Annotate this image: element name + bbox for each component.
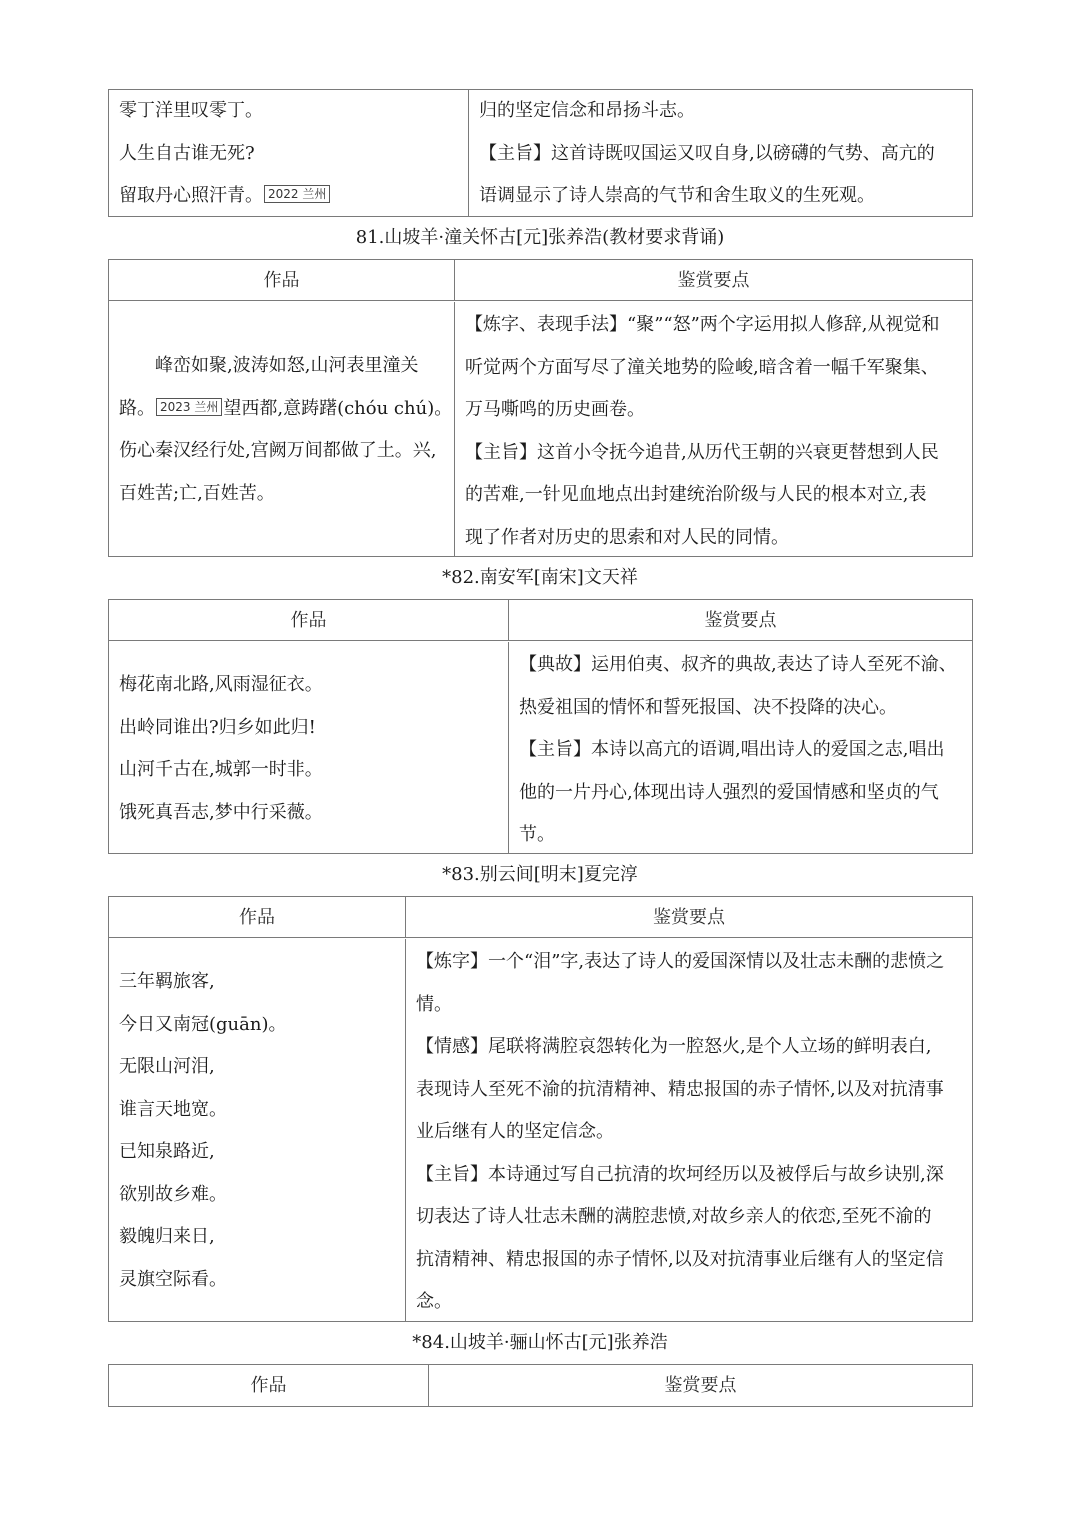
notes-cell [469, 90, 972, 216]
poem-line: 人生自古谁无死? [119, 142, 255, 164]
poem-line: 零丁洋里叹零丁。 [119, 100, 263, 121]
poem-line: 山河千古在,城郭一时非。 [119, 759, 323, 780]
notes-line: 【主旨】这首小令抚今追昔,从历代王朝的兴衰更替想到人民 [465, 441, 939, 463]
table-81 [108, 259, 973, 557]
table-83 [108, 896, 973, 1322]
poem-line: 留取丹心照汗青。 2022 兰州 [119, 175, 458, 216]
table-82 [108, 599, 973, 854]
notes-line: 【主旨】本诗以高亢的语调,唱出诗人的爱国之志,唱出 [519, 739, 945, 760]
poem-line: 出岭同谁出?归乡如此归! [119, 716, 316, 738]
exam-stamp: 2022 兰州 [264, 185, 330, 203]
poem-cell [109, 302, 455, 556]
notes-cell [406, 939, 972, 1321]
notes-cell [455, 302, 972, 556]
header-work: 作品 [109, 260, 455, 301]
header-work: 作品 [109, 897, 406, 938]
poem-line: 无限山河泪, [119, 1056, 215, 1077]
header-notes: 鉴赏要点 [406, 897, 972, 938]
section-caption-81: 81.山坡羊·潼关怀古[元]张养浩(教材要求背诵) [355, 227, 725, 248]
notes-line: 热爱祖国的情怀和誓死报国、决不投降的决心。 [519, 696, 897, 718]
poem-line: 欲别故乡难。 [119, 1183, 227, 1205]
notes-line: 【炼字、表现手法】“聚”“怒”两个字运用拟人修辞,从视觉和 [465, 314, 940, 335]
notes-line: 【典故】运用伯夷、叔齐的典故,表达了诗人至死不渝、 [519, 654, 957, 675]
poem-line: 路。 2023 兰州 望西都,意踌躇(chóu chú)。 [119, 397, 453, 419]
table-continuation [108, 89, 973, 217]
poem-cell [109, 642, 509, 853]
section-caption-83: *83.别云间[明末]夏完淳 [442, 864, 638, 885]
poem-line: 峰峦如聚,波涛如怒,山河表里潼关 [155, 355, 419, 376]
header-notes: 鉴赏要点 [509, 600, 972, 641]
poem-cell [109, 90, 469, 216]
notes-line: 现了作者对历史的思索和对人民的同情。 [465, 526, 789, 548]
header-notes: 鉴赏要点 [455, 260, 972, 301]
poem-line: 三年羁旅客, [119, 971, 215, 992]
notes-line: 切表达了诗人壮志未酬的满腔悲愤,对故乡亲人的依恋,至死不渝的 [416, 1206, 932, 1227]
notes-line: 【情感】尾联将满腔哀怨转化为一腔怒火,是个人立场的鲜明表白, [416, 1036, 932, 1057]
section-caption-84: *84.山坡羊·骊山怀古[元]张养浩 [412, 1332, 668, 1353]
poem-line: 梅花南北路,风雨湿征衣。 [119, 674, 323, 695]
table-84 [108, 1364, 973, 1407]
header-notes: 鉴赏要点 [664, 1375, 737, 1396]
poem-line: 已知泉路近, [119, 1141, 215, 1162]
notes-line: 节。 [519, 824, 555, 845]
notes-line: 【主旨】本诗通过写自己抗清的坎坷经历以及被俘后与故乡诀别,深 [416, 1163, 944, 1185]
notes-line: 【主旨】这首诗既叹国运又叹自身,以磅礴的气势、高亢的 [479, 142, 935, 164]
poem-line: 毅魄归来日, [119, 1226, 215, 1247]
notes-line: 表现诗人至死不渝的抗清精神、精忠报国的赤子情怀,以及对抗清事 [416, 1078, 944, 1100]
notes-line: 语调显示了诗人崇高的气节和舍生取义的生死观。 [479, 185, 875, 206]
notes-line: 的苦难,一针见血地点出封建统治阶级与人民的根本对立,表 [465, 484, 927, 505]
notes-line: 业后继有人的坚定信念。 [416, 1121, 614, 1142]
poem-line: 百姓苦;亡,百姓苦。 [119, 482, 275, 504]
poem-line: 谁言天地宽。 [119, 1098, 227, 1120]
notes-line: 抗清精神、精忠报国的赤子情怀,以及对抗清事业后继有人的坚定信 [416, 1248, 944, 1270]
notes-line: 【炼字】一个“泪”字,表达了诗人的爱国深情以及壮志未酬的悲愤之 [416, 951, 945, 972]
notes-line: 听觉两个方面写尽了潼关地势的险峻,暗含着一幅千军聚集、 [465, 356, 939, 378]
section-caption-82: *82.南安军[南宋]文天祥 [442, 567, 638, 588]
header-work: 作品 [109, 1365, 429, 1406]
notes-line: 万马嘶鸣的历史画卷。 [465, 399, 645, 420]
header-work: 作品 [109, 600, 509, 641]
notes-line: 他的一片丹心,体现出诗人强烈的爱国情感和坚贞的气 [519, 781, 939, 803]
notes-line: 归的坚定信念和昂扬斗志。 [479, 100, 695, 121]
exam-stamp: 2023 兰州 [156, 398, 222, 416]
notes-line: 情。 [416, 993, 452, 1015]
poem-cell [109, 939, 406, 1321]
poem-line: 灵旗空际看。 [119, 1268, 227, 1290]
notes-line: 念。 [416, 1291, 452, 1312]
poem-line: 伤心秦汉经行处,宫阙万间都做了土。兴, [119, 440, 437, 461]
notes-cell [509, 642, 972, 853]
poem-line: 今日又南冠(guān)。 [119, 1013, 287, 1035]
poem-line: 饿死真吾志,梦中行采薇。 [119, 801, 323, 823]
